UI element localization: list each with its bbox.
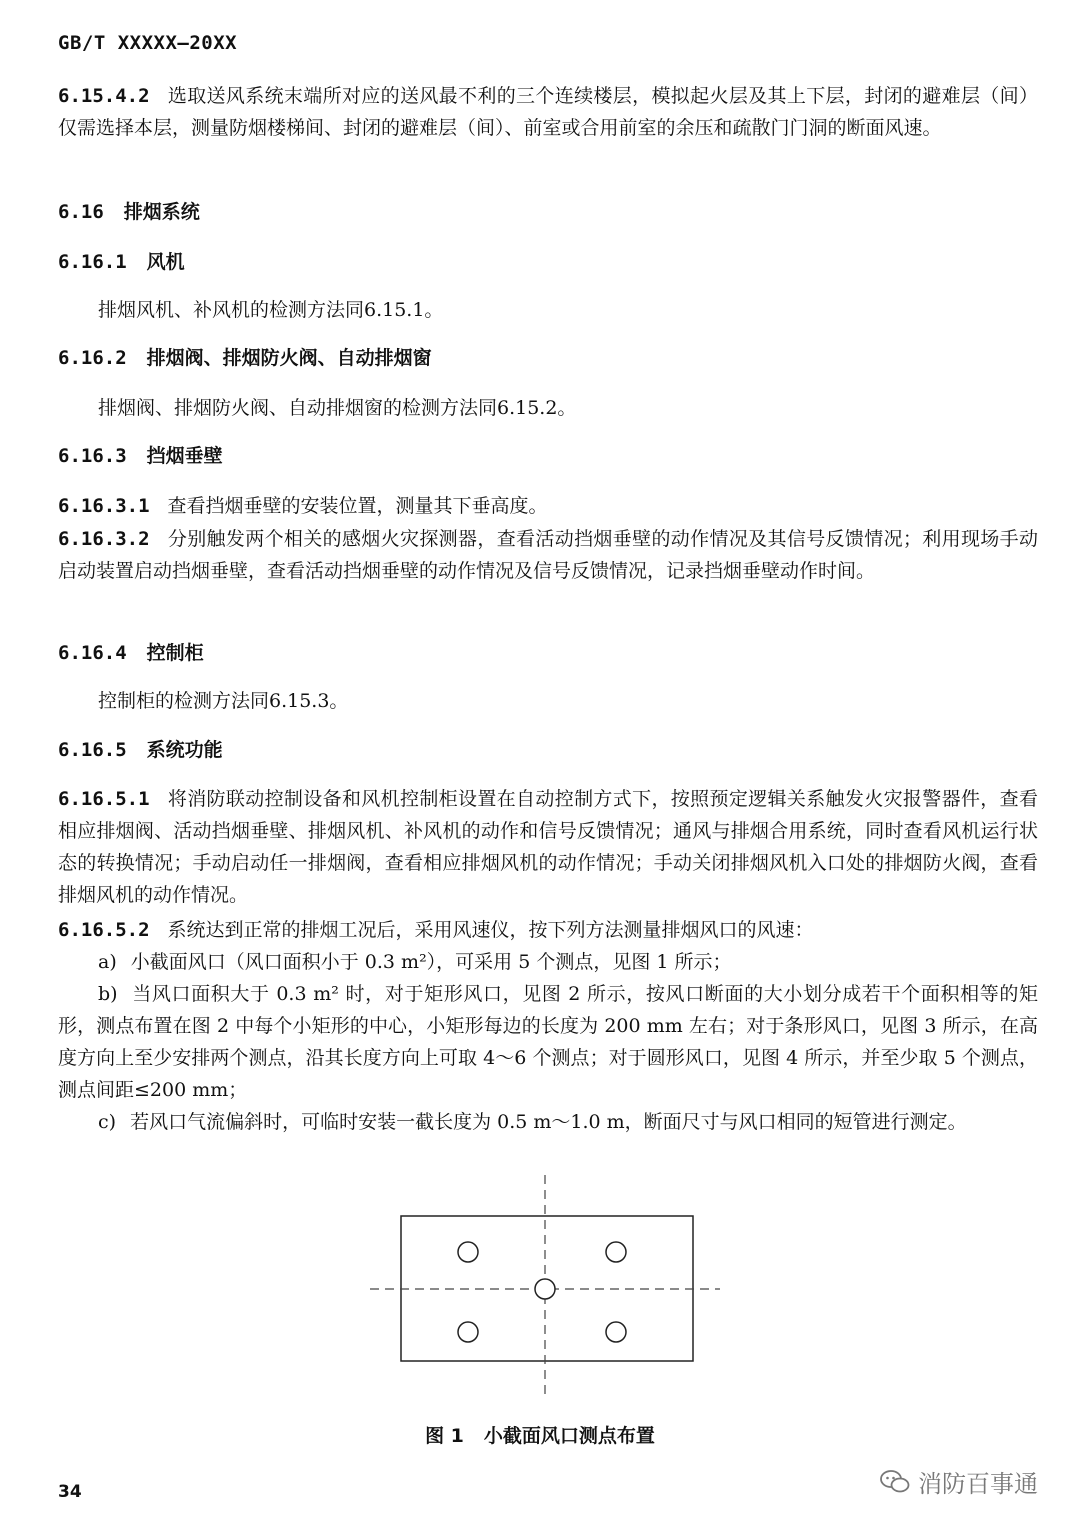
clause-lead [58,914,1038,946]
watermark-text: 消防百事通 [918,1470,1038,1498]
section-number: 6.16 [58,201,104,223]
section-title: 风机 [146,251,185,273]
section-heading-6-16-3 [58,440,1038,472]
list-marker: b) [98,983,118,1005]
figure-number: 图 1 [425,1425,464,1447]
list-marker: c) [98,1111,117,1133]
section-title: 系统功能 [146,739,223,761]
section-number: 6.16.1 [58,251,127,273]
section-title: 控制柜 [146,642,204,664]
clause-number: 6.16.5.1 [58,788,150,810]
section-heading-6-16-4 [58,637,1038,669]
list-marker: a) [98,951,117,973]
chat-bubble-icon [880,1469,910,1495]
section-body-6-16-2: 排烟阀、排烟防火阀、自动排烟窗的检测方法同6.15.2。 [98,397,577,419]
list-text: 小截面风口（风口面积小于 0.3 m²），可采用 5 个测点，见图 1 所示； [130,951,732,973]
list-item-a [58,946,1038,978]
section-number: 6.16.3 [58,445,127,467]
clause-number: 6.15.4.2 [58,85,150,107]
clause-6-16-3-2 [58,523,1038,587]
page-number: 34 [58,1482,82,1502]
section-title: 挡烟垂壁 [146,445,223,467]
list-item-b [58,978,1038,1106]
figure-caption [0,1421,1080,1448]
clause-6-15-4-2 [58,80,1038,144]
section-heading-6-16-2 [58,342,1038,374]
section-number: 6.16.4 [58,642,127,664]
figure-title: 小截面风口测点布置 [483,1425,655,1447]
clause-text: 查看挡烟垂壁的安装位置，测量其下垂高度。 [167,495,548,517]
measurement-point [606,1322,626,1342]
section-heading-6-16-1 [58,246,1038,278]
measurement-point [458,1242,478,1262]
section-number: 6.16.5 [58,739,127,761]
measurement-point-diagram [370,1175,720,1400]
section-title: 排烟阀、排烟防火阀、自动排烟窗 [146,347,432,369]
clause-number: 6.16.3.2 [58,528,150,550]
clause-text: 系统达到正常的排烟工况后，采用风速仪，按下列方法测量排烟风口的风速： [167,919,814,941]
clause-6-16-5-2 [58,914,1038,1138]
measurement-point [458,1322,478,1342]
watermark [880,1464,1038,1499]
list-item-c [58,1106,1038,1138]
section-heading-6-16 [58,196,1038,228]
clause-text: 选取送风系统末端所对应的送风最不利的三个连续楼层，模拟起火层及其上下层，封闭的避难层（间）仅需选择本层，测量防烟楼梯间、封闭的避难层（间）、前室或合用前室的余压和疏散门门洞的断面风速。 [58,85,1038,139]
clause-number: 6.16.5.2 [58,919,150,941]
measurement-point [606,1242,626,1262]
list-text: 当风口面积大于 0.3 m² 时，对于矩形风口，见图 2 所示，按风口断面的大小划分成若干个面积相等的矩形，测点布置在图 2 中每个小矩形的中心，小矩形每边的长度为 200 mm 左右；对于条形风口，见图 3 所示，在高度方向上至少安排两个测点，沿其长度方向上可取 4～6 个测点；对于圆形风口，见图 4 所示，并至少取 5 个测点，测点间距≤200 mm； [58,983,1038,1101]
section-heading-6-16-5 [58,734,1038,766]
measurement-point-center [535,1279,555,1299]
section-body-6-16-1: 排烟风机、补风机的检测方法同6.15.1。 [98,299,444,321]
clause-number: 6.16.3.1 [58,495,150,517]
clause-6-16-3-1 [58,490,1038,522]
clause-text: 分别触发两个相关的感烟火灾探测器，查看活动挡烟垂壁的动作情况及其信号反馈情况；利用现场手动启动装置启动挡烟垂壁，查看活动挡烟垂壁的动作情况及信号反馈情况，记录挡烟垂壁动作时间。 [58,528,1038,582]
clause-text: 将消防联动控制设备和风机控制柜设置在自动控制方式下，按照预定逻辑关系触发火灾报警器件，查看相应排烟阀、活动挡烟垂壁、排烟风机、补风机的动作和信号反馈情况；通风与排烟合用系统，同时查看风机运行状态的转换情况；手动启动任一排烟阀，查看相应排烟风机的动作情况；手动关闭排烟风机入口处的排烟防火阀，查看排烟风机的动作情况。 [58,788,1038,906]
section-number: 6.16.2 [58,347,127,369]
section-title: 排烟系统 [123,201,200,223]
section-body-6-16-4: 控制柜的检测方法同6.15.3。 [98,690,349,712]
clause-6-16-5-1 [58,783,1038,911]
standard-number-header: GB/T XXXXX—20XX [58,32,238,54]
list-text: 若风口气流偏斜时，可临时安装一截长度为 0.5 m～1.0 m，断面尺寸与风口相同的短管进行测定。 [130,1111,967,1133]
